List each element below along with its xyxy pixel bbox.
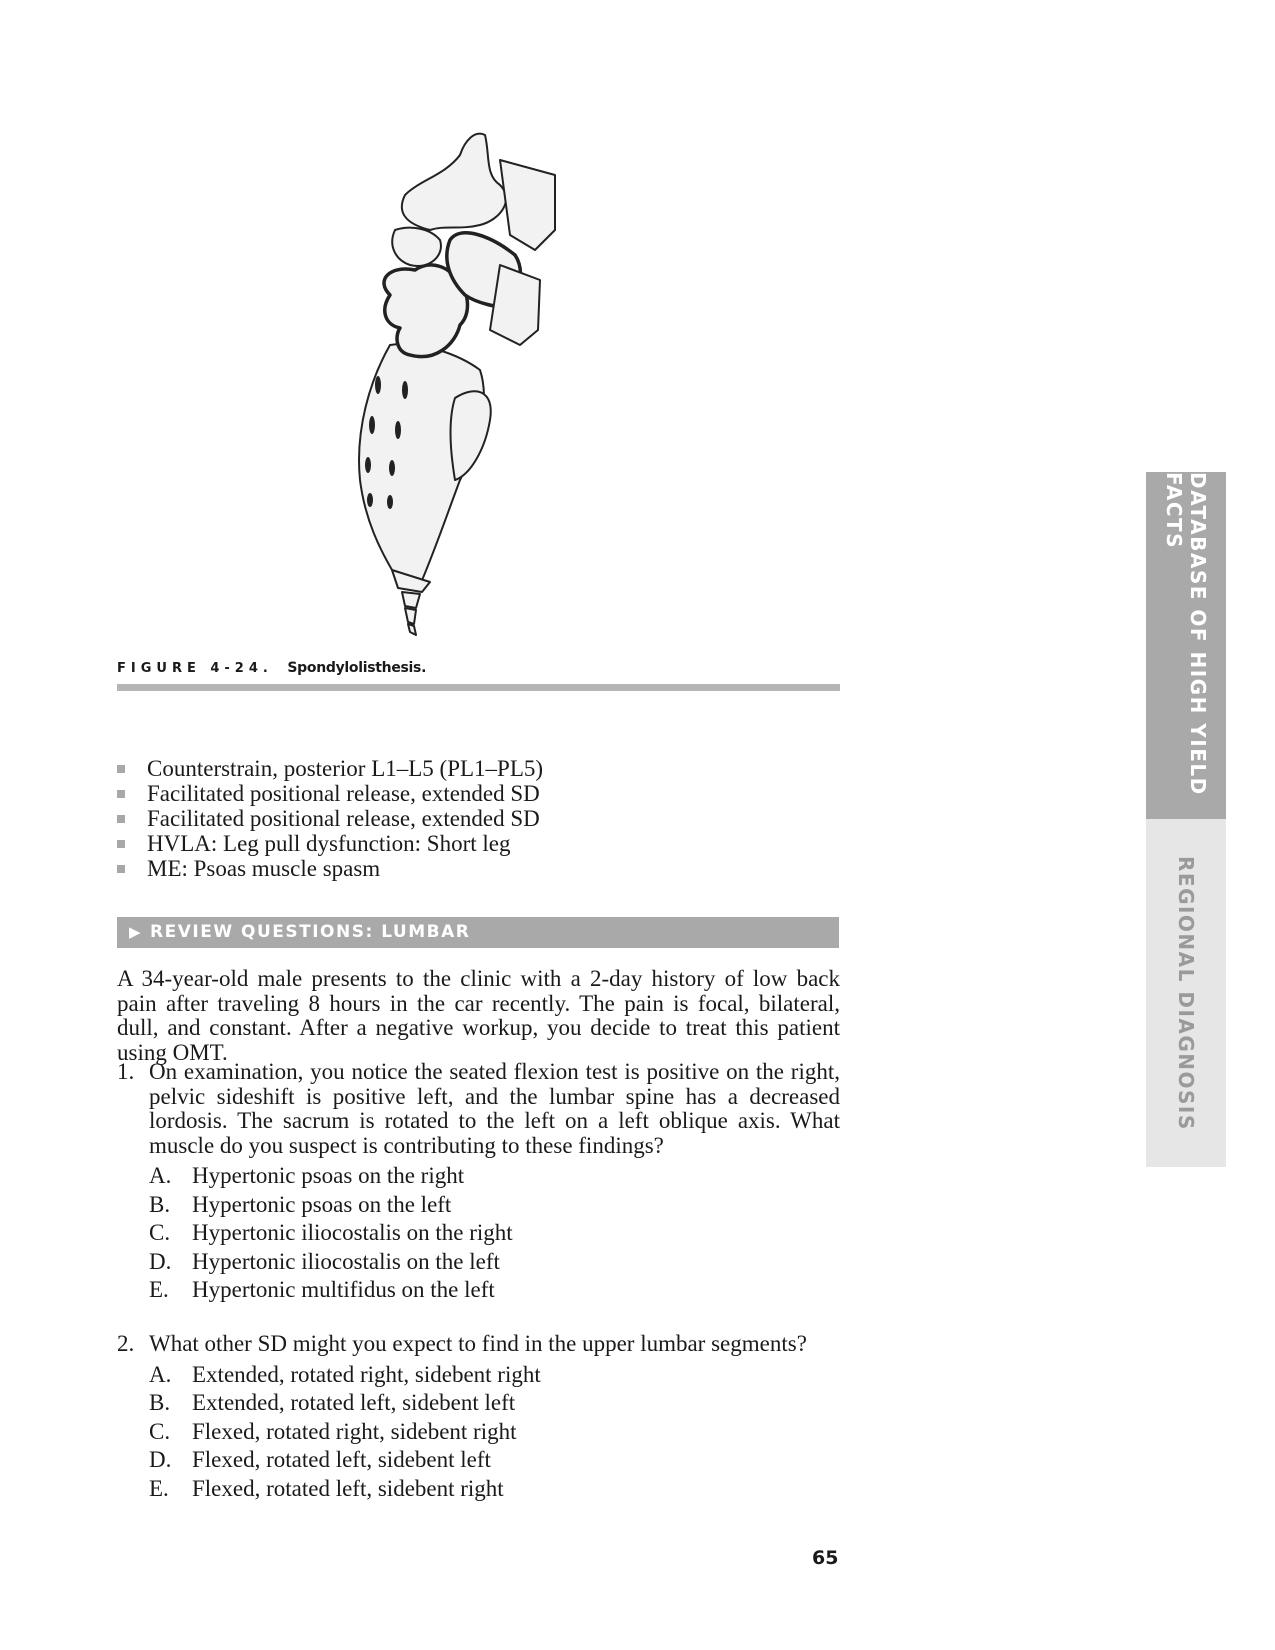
question-text: What other SD might you expect to find in the upper lumbar segments? — [149, 1331, 807, 1356]
bullet-square-icon — [117, 865, 125, 873]
answer-option: D. Flexed, rotated left, sidebent left — [149, 1447, 491, 1472]
answer-options — [149, 1162, 840, 1305]
caption-rule — [117, 684, 840, 691]
question-text: On examination, you notice the seated flexion test is positive on the right, pelvic sideshift is positive left, and the lumbar spine has a decreased lordosis. The sacrum is rotated to the left on a left oblique axis. What muscle do you suspect is contributing to these findings? — [149, 1059, 840, 1158]
side-tabs — [1146, 472, 1226, 1167]
answer-option: A. Hypertonic psoas on the right — [149, 1163, 465, 1188]
figure-label: FIGURE 4-24. — [117, 661, 273, 676]
answer-option: B. Extended, rotated left, sidebent left — [149, 1390, 516, 1415]
answer-option: B. Hypertonic psoas on the left — [149, 1191, 452, 1217]
page-number: 65 — [812, 1547, 839, 1569]
bullet-square-icon — [117, 765, 125, 773]
answer-option: C. Flexed, rotated right, sidebent right — [149, 1418, 517, 1444]
answer-option: D. Hypertonic iliocostalis on the left — [149, 1248, 500, 1274]
figure-caption — [117, 660, 426, 676]
list-item: Counterstrain, posterior L1–L5 (PL1–PL5) — [117, 756, 817, 781]
question-2 — [117, 1332, 840, 1503]
tab-database-of-high-yield-facts[interactable]: DATABASE OF HIGH YIELD FACTS — [1146, 472, 1226, 819]
section-title: REVIEW QUESTIONS: LUMBAR — [150, 922, 471, 942]
answer-option: C. Hypertonic iliocostalis on the right — [149, 1220, 513, 1245]
list-item: ME: Psoas muscle spasm — [117, 856, 817, 881]
bullet-square-icon — [117, 790, 125, 798]
question-number: 1. — [117, 1059, 135, 1084]
list-item: Facilitated positional release, extended SD — [117, 806, 817, 831]
answer-option: E. Flexed, rotated left, sidebent right — [149, 1475, 504, 1501]
treatment-list — [117, 756, 817, 881]
list-item: HVLA: Leg pull dysfunction: Short leg — [117, 831, 817, 856]
spine-illustration — [350, 130, 580, 640]
figure-title: Spondylolisthesis. — [287, 660, 427, 676]
question-1 — [117, 1060, 840, 1305]
list-item: Facilitated positional release, extended SD — [117, 781, 817, 806]
answer-option: A. Extended, rotated right, sidebent right — [149, 1361, 541, 1387]
question-number: 2. — [117, 1331, 135, 1356]
section-header — [117, 917, 839, 948]
answer-option: E. Hypertonic multifidus on the left — [149, 1277, 495, 1302]
spondylolisthesis-figure — [350, 130, 580, 640]
bullet-square-icon — [117, 840, 125, 848]
triangle-right-icon: ▶ — [129, 923, 143, 941]
tab-regional-diagnosis[interactable]: REGIONAL DIAGNOSIS — [1146, 819, 1226, 1167]
bullet-square-icon — [117, 815, 125, 823]
answer-options — [149, 1361, 840, 1504]
case-intro: A 34-year-old male presents to the clinic with a 2-day history of low back pain after traveling 8 hours in the car recently. The pain is focal, bilateral, dull, and constant. After a negative workup, you decide to treat this patient using OMT. — [117, 966, 840, 1065]
